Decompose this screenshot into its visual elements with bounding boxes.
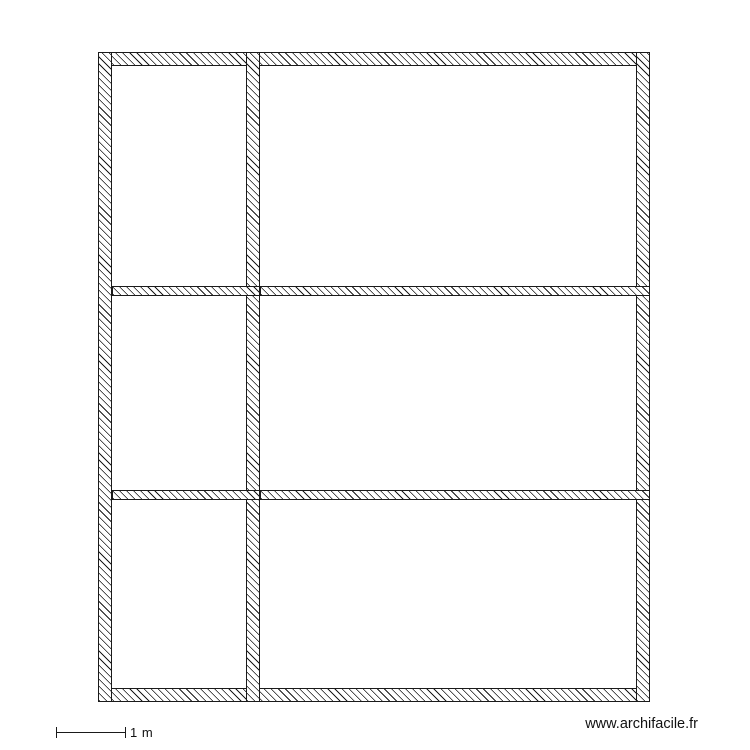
exterior-wall-right xyxy=(636,52,650,702)
scale-bar-tick-right xyxy=(125,727,126,738)
room-top-right[interactable] xyxy=(260,66,636,286)
interior-wall-horizontal-upper-left xyxy=(112,286,260,296)
scale-bar-tick-left xyxy=(56,727,57,738)
room-top-left[interactable] xyxy=(112,66,246,286)
exterior-wall-bottom xyxy=(98,688,650,702)
scale-bar xyxy=(56,726,126,738)
room-middle-right[interactable] xyxy=(260,296,636,490)
interior-wall-horizontal-upper-right xyxy=(260,286,650,296)
room-bottom-left[interactable] xyxy=(112,500,246,688)
exterior-wall-top xyxy=(98,52,650,66)
room-bottom-right[interactable] xyxy=(260,500,636,688)
scale-bar-label: 1 m xyxy=(130,725,154,740)
exterior-wall-left xyxy=(98,52,112,702)
site-credit-watermark: www.archifacile.fr xyxy=(585,716,698,732)
interior-wall-horizontal-lower-right xyxy=(260,490,650,500)
room-middle-left[interactable] xyxy=(112,296,246,490)
scale-bar-rule xyxy=(56,732,126,733)
interior-wall-horizontal-lower-left xyxy=(112,490,260,500)
interior-wall-vertical-left xyxy=(246,52,260,702)
